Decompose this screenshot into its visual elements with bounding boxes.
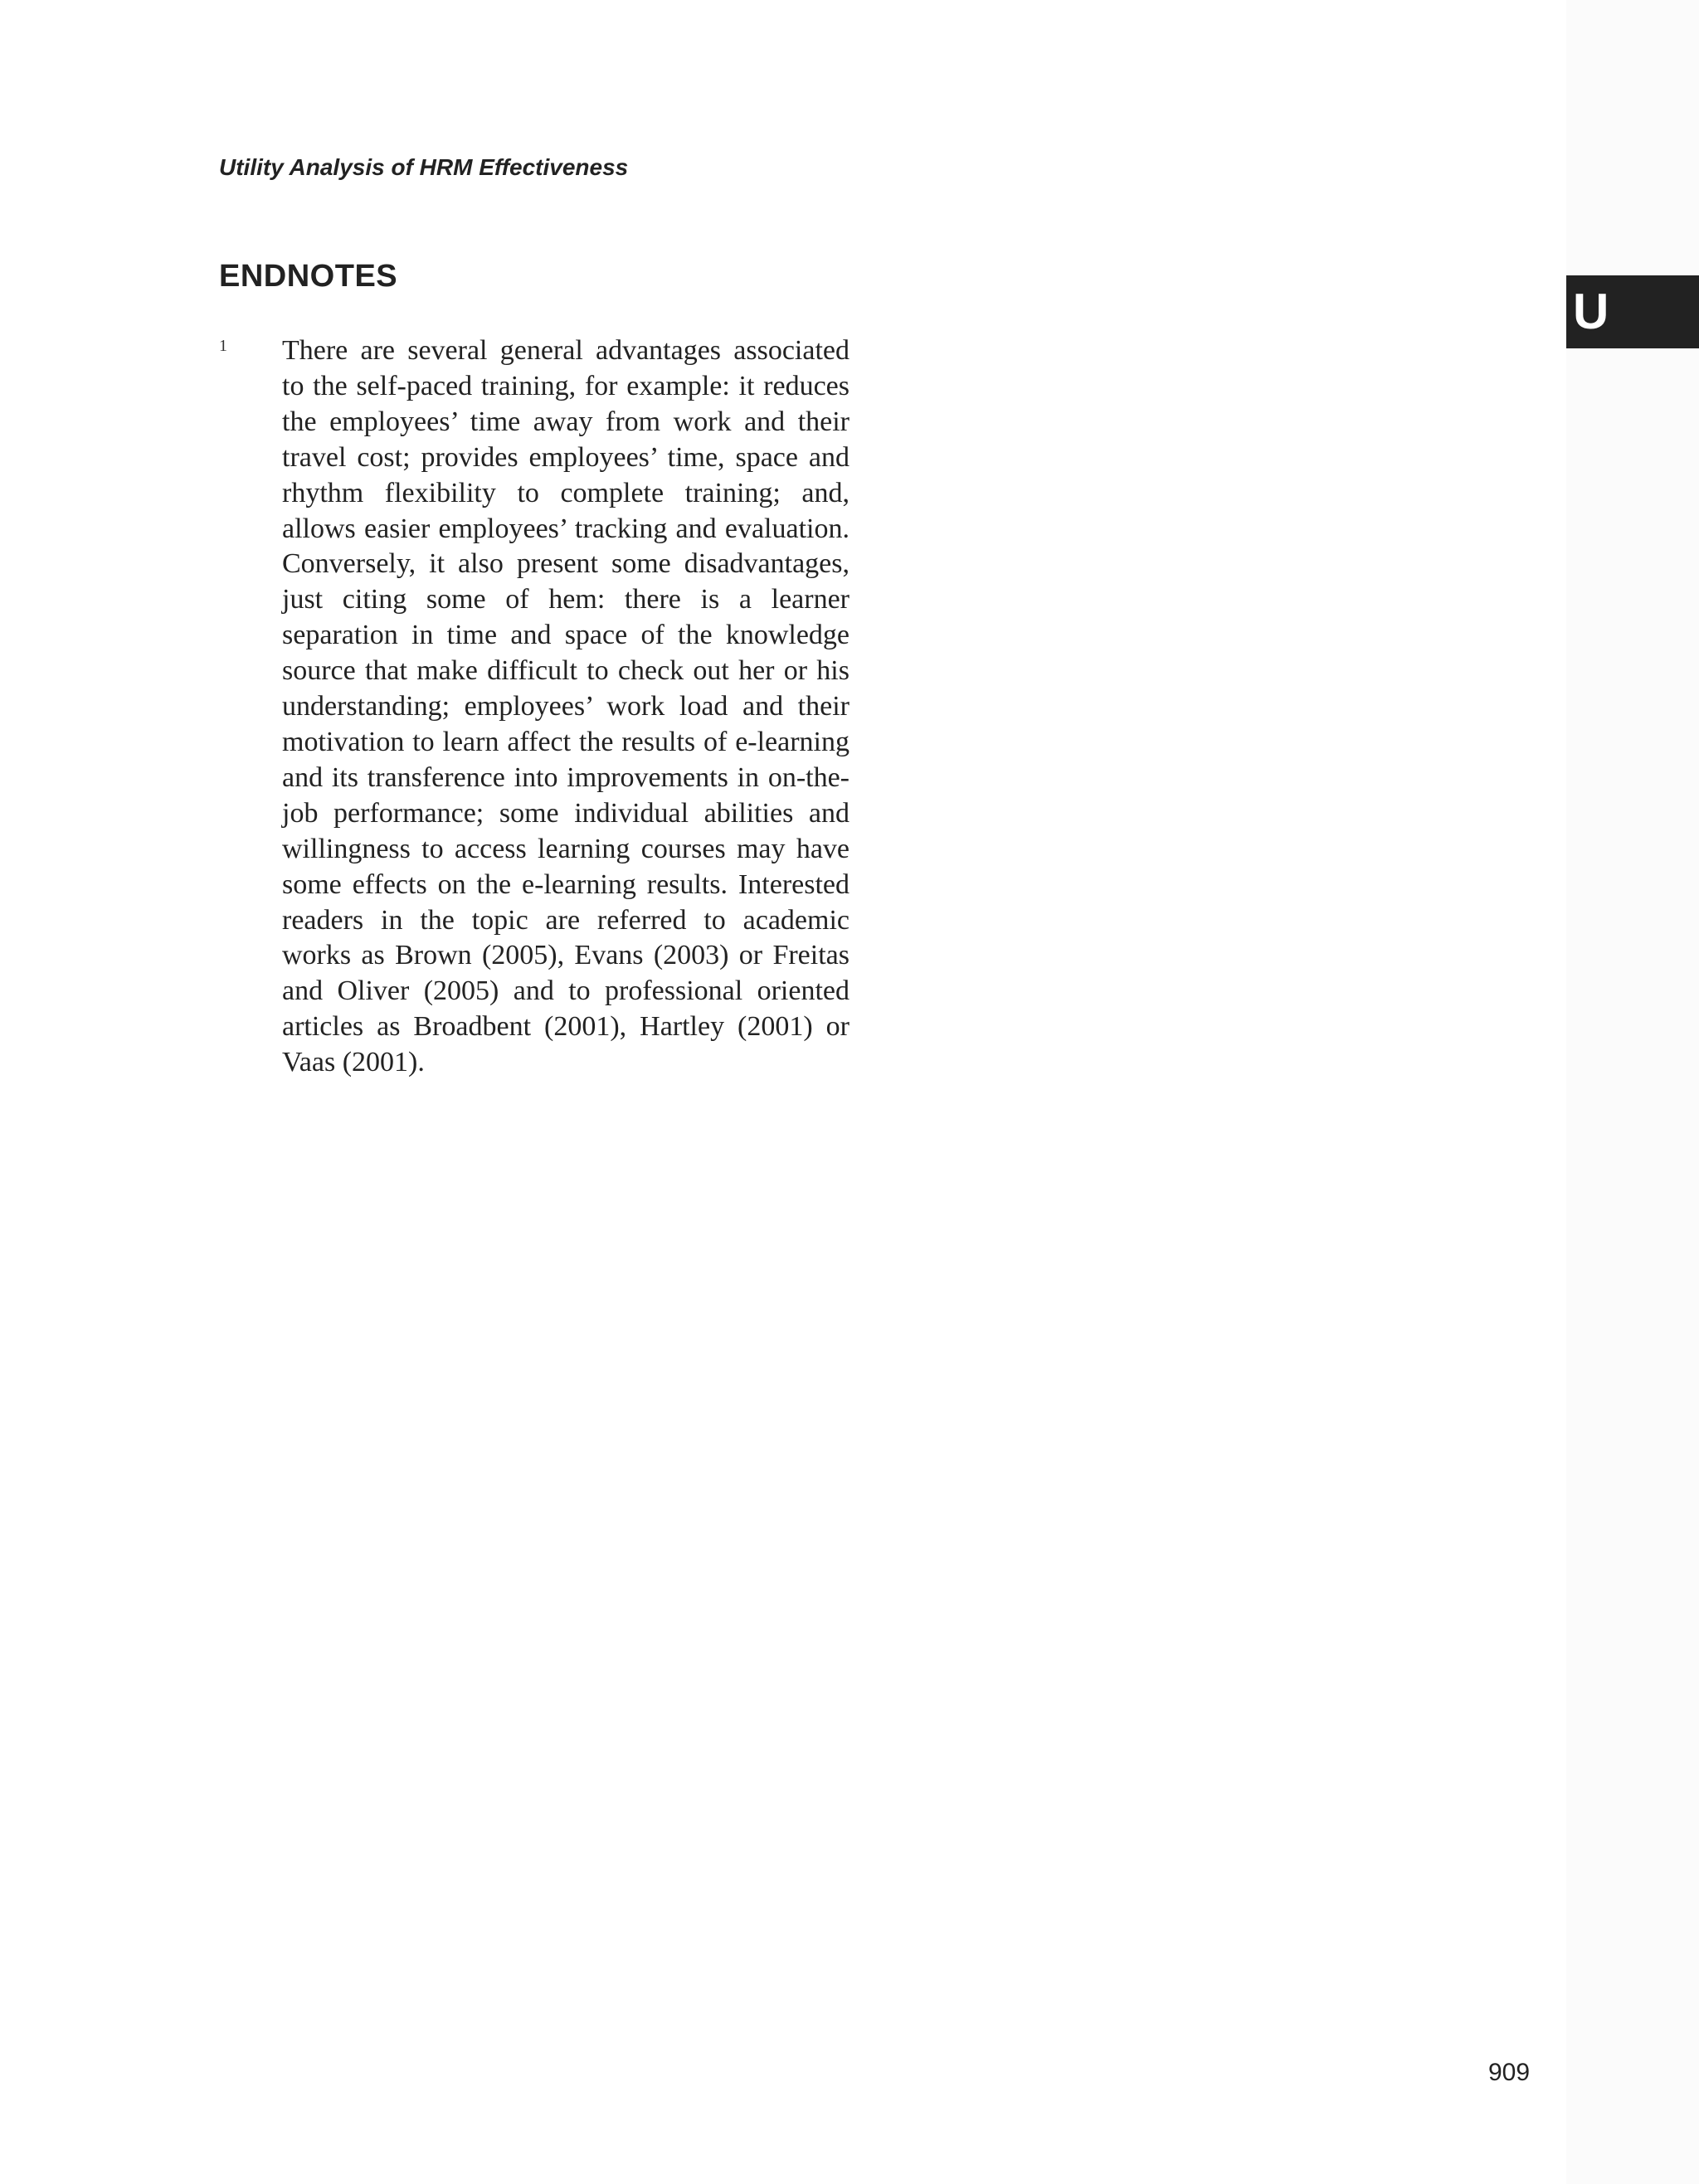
page-number: 909 — [1488, 2059, 1531, 2086]
section-heading: ENDNOTES — [219, 259, 398, 294]
running-header: Utility Analysis of HRM Effectiveness — [219, 154, 629, 180]
endnote-text: There are several general advantages associated to the self-paced training, for example: it reduces the employees’ time away from work and their travel cost; provides employees’ time, space and rhythm flexibility to complete training; and, allows easier employees’ tracking and evaluation. Conversely, it also present some disadvantages, just citing some of hem: there is a learner separation in time and space of the knowledge source that make difficult to check out her or his understanding; employees’ work load and their motivation to learn affect the results of e-learning and its transference into improvements in on-the-job performance; some individual abilities and willingness to access learning courses may have some effects on the e-learning results. Interested readers in the topic are referred to academic works as Brown (2005), Evans (2003) or Freitas and Oliver (2005) and to professional oriented articles as Broadbent (2001), Hartley (2001) or Vaas (2001). — [282, 335, 850, 1078]
thumb-index-tab: U — [1566, 275, 1699, 348]
endnote-marker: 1 — [219, 337, 227, 355]
